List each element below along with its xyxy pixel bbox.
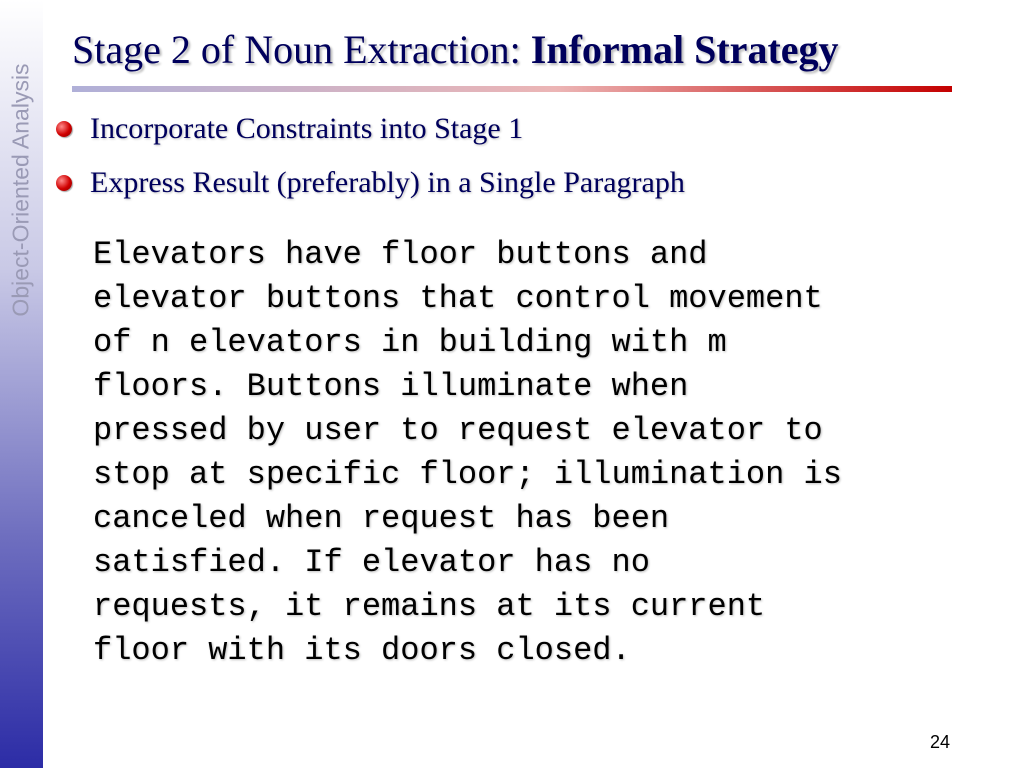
bullet-item — [56, 166, 685, 200]
red-sphere-bullet-icon — [56, 121, 72, 137]
red-sphere-bullet-icon — [56, 175, 72, 191]
bullet-text: Incorporate Constraints into Stage 1 — [90, 112, 524, 145]
bullet-text: Express Result (preferably) in a Single Paragraph — [90, 166, 685, 199]
title-normal: Stage 2 of Noun Extraction: — [72, 27, 521, 72]
bullet-item — [56, 112, 523, 146]
page-number: 24 — [930, 732, 951, 752]
sidebar-label: Object-Oriented Analysis — [7, 63, 34, 317]
title-bold: Informal Strategy — [530, 27, 839, 72]
requirements-paragraph: Elevators have floor buttons and elevator buttons that control movement of n elevators in building with m floors. Buttons illuminate when pressed by user to request elevator to stop at specific floor; illumination is canceled when request has been satisfied. If elevator has no requests, it remains at its current floor with its doors closed. — [93, 236, 842, 669]
title-underline — [72, 86, 952, 92]
slide-title — [72, 26, 839, 73]
